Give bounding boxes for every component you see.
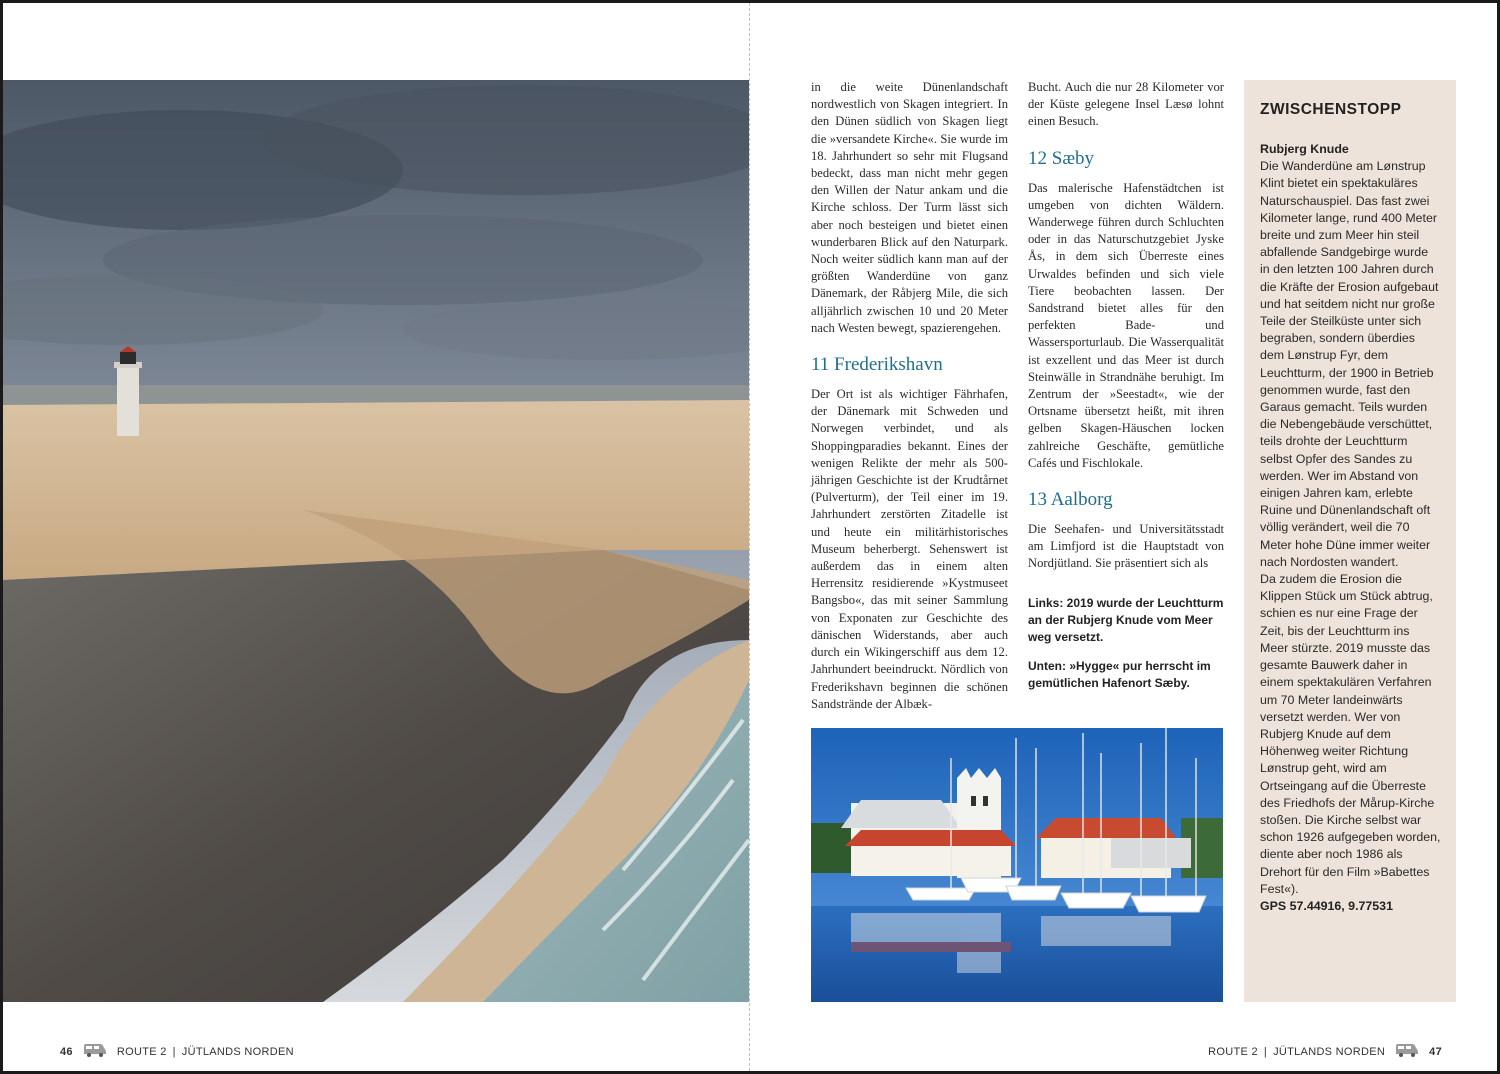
camper-van-icon [83,1043,107,1060]
footer-left [60,1043,294,1060]
body-paragraph: Die Seehafen- und Universitätsstadt am Limfjord ist die Hauptstadt von Nordjütland. Sie präsentiert sich als [1028,522,1224,571]
camper-van-icon [1395,1043,1419,1060]
footer-separator: | [172,1045,176,1058]
photo-captions [1028,595,1224,692]
page-number-right: 47 [1429,1045,1442,1058]
sidebar-text-continued: Da zudem die Erosion die Klippen Stück um Stück abtrug, schien es nur eine Frage der Zeit, bis der Leuchtturm ins Meer stürzte. 2019 musste das gesamte Bauwerk daher in einem spektakulären Verfahren um 70 Meter landeinwärts versetzt werden. Wer von Rubjerg Knude auf dem Höhenweg weiter Richtung Lønstrup geht, wird am Ortseingang auf die Überreste des Friedhofs der Mårup-Kirche stoßen. Die Kirche selbst war schon 1926 aufgegeben worden, diente aber noch 1986 als Drehort für den Film »Babettes Fest«). [1260,572,1441,896]
body-paragraph: Das malerische Hafenstädtchen ist umgeben von dichten Wäldern. Wanderwege führen durch Schluchten oder in das Naturschutzgebiet Jyske Ås, in dem sich Überreste eines Urwaldes befinden und sich viele Tiere beobachten lassen. Der Sandstrand bietet alles für den perfekten Bade- und Wassersporturlaub. Die Wasserqualität ist exzellent und das Meer ist durch Steinwälle in Strandnähe beruhigt. Im Zentrum der »Seestadt«, wie der Ortsname übersetzt heißt, mit ihren gelben Skagen-Häuschen locken zahlreiche Geschäfte, gemütliche Cafés und Fischlokale. [1028,180,1224,470]
footer-region: JÜTLANDS NORDEN [1273,1045,1386,1058]
lighthouse-on-dune-photo [3,80,749,1002]
caption-left-photo: Links: 2019 wurde der Leuchtturm an der Rubjerg Knude vom Meer weg versetzt. [1028,596,1224,644]
section-heading-frederikshavn: 11 Frederikshavn [811,354,943,376]
zwischenstopp-box [1244,80,1456,1002]
sidebar-subtitle: Rubjerg Knude [1260,142,1349,156]
caption-bottom-photo: Unten: »Hygge« pur herrscht im gemütlichen Hafenort Sæby. [1028,659,1211,690]
harbor-photo [811,728,1223,1002]
sidebar-text: Die Wanderdüne am Lønstrup Klint bietet ein spektakuläres Naturschauspiel. Das fast zwei Kilometer lange, rund 400 Meter breite und zum Meer hin steil abfallende Sandgebirge wurde in den letzten 100 Jahren durch die Kräfte der Erosion aufgebaut und hat seitdem nicht nur große Teile der Steilküste unter sich begraben, sondern überdies dem Lønstrup Fyr, dem Leuchtturm, der 1900 in Betrieb genommen wurde, fast den Garaus gemacht. Teils wurden die Nebengebäude verschüttet, teils drohte der Leuchtturm selbst Opfer des Sandes zu werden. Wer im Abstand von einigen Jahren kam, erlebte Ruine und Dünenlandschaft oft völlig verändert, weil die 70 Meter hohe Düne immer weiter nach Nordosten wandert. [1260,159,1439,569]
sidebar-gps: GPS 57.44916, 9.77531 [1260,898,1393,913]
section-heading-aalborg: 13 Aalborg [1028,489,1113,511]
text-column-1 [811,79,1008,713]
body-paragraph: Der Ort ist als wichtiger Fährhafen, der Dänemark mit Schweden und Norwegen verbindet, und als Shoppingparadies bekannt. Eines der wenigen Relikte der mehr als 500-jährigen Geschichte ist der Krudtårnet (Pulverturm), der Teil einer im 19. Jahrhundert zerstörten Zitadelle ist und heute ein militärhistorisches Museum beherbergt. Sehenswert ist außerdem das in einem alten Herrensitz residierende »Kystmuseet Bangsbo«, das mit seiner Sammlung von Exponaten zur Geschichte des dänischen Widerstands, aber auch durch ein Wikingerschiff aus dem 12. Jahrhundert beeindruckt. Nördlich von Frederikshavn beginnen die schönen Sandstrände der Albæk- [811,387,1008,711]
sidebar-title: ZWISCHENSTOPP [1260,101,1402,118]
body-paragraph: Bucht. Auch die nur 28 Kilometer vor der Küste gelegene Insel Læsø lohnt einen Besuch. [1028,80,1224,129]
page-number-left: 46 [60,1045,73,1058]
footer-right [1208,1043,1442,1060]
text-column-2 [1028,79,1224,573]
spread-gutter [749,3,750,1071]
footer-separator: | [1263,1045,1268,1058]
footer-route: ROUTE 2 [1208,1045,1258,1058]
section-heading-saeby: 12 Sæby [1028,147,1094,169]
footer-region: JÜTLANDS NORDEN [181,1045,294,1058]
footer-route: ROUTE 2 [116,1045,167,1058]
body-paragraph: in die weite Dünenlandschaft nordwestlich von Skagen integriert. In den Dünen südlich von Skagen liegt die »versandete Kirche«. Sie wurde im 18. Jahrhundert so sehr mit Flugsand bedeckt, dass man nicht mehr gegen den Willen der Natur ankam und die Kirche schloss. Der Turm lässt sich aber noch besteigen und bietet einen wunderbaren Blick auf den Naturpark. Noch weiter südlich kann man auf der größten Wanderdüne von ganz Dänemark, der Råbjerg Mile, die sich alljährlich zwischen 10 und 20 Meter nach Westen bewegt, spazierengehen. [811,80,1008,335]
